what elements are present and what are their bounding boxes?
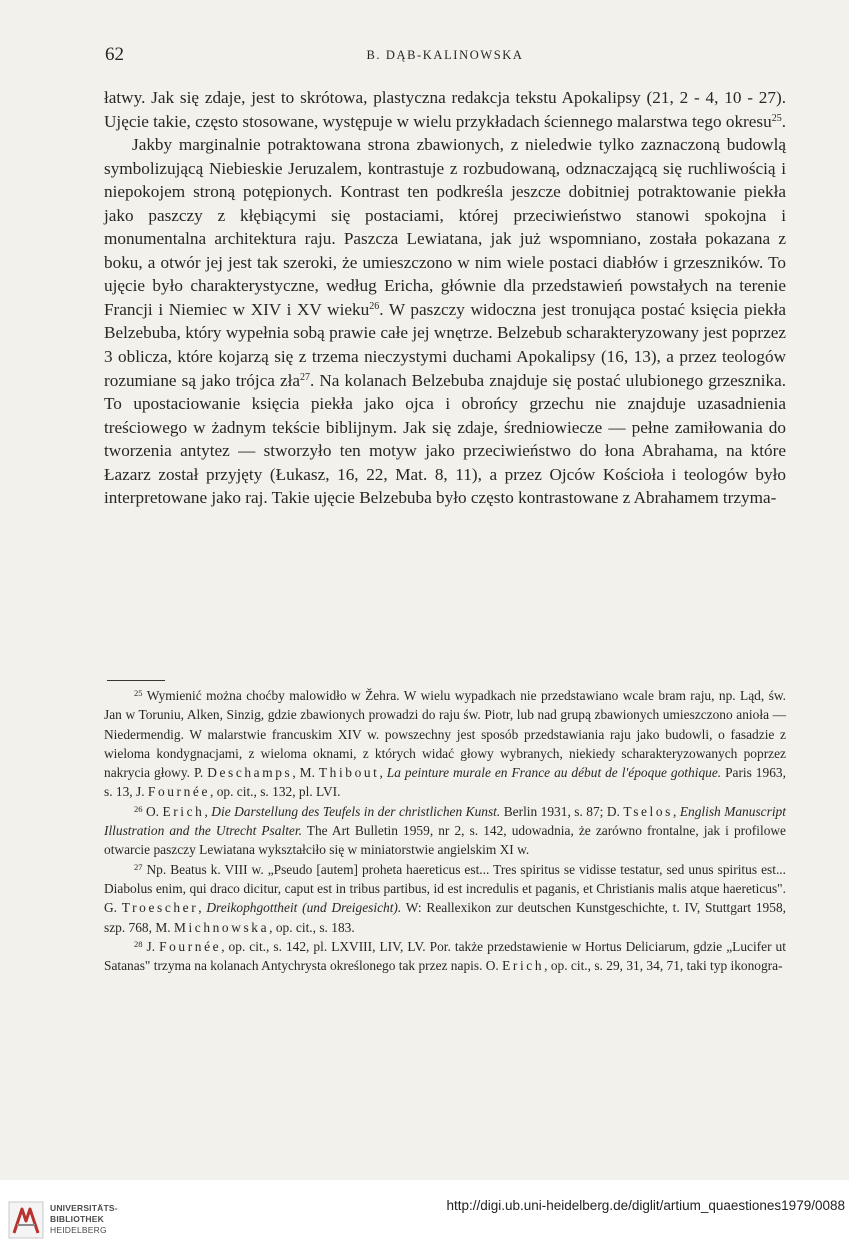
- paragraph-2: Jakby marginalnie potraktowana strona zbawionych, z nieledwie tylko zaznaczoną budowlą symbolizującą Niebieskie Jeruzalem, kontrastuje z rozbudowaną, odznaczającą się ruchliwością i niepokojem stroną potępionych. Kontrast ten podkreśla jeszcze dobitniej potraktowanie piekła jako paszczy z kłębiącymi się postaciami, której przeciwieństwo stanowi spokojna i monumentalna architektura raju. Paszcza Lewiatana, jak już wspomniano, została pokazana z boku, a otwór jej jest tak szeroki, że umieszczono w nim wiele postaci diabłów i grzeszników. To ujęcie było charakterystyczne, według Ericha, głównie dla przedstawień powstałych na terenie Francji i Niemiec w XIV i XV wieku$^{26}$. W paszczy widoczna jest tronująca postać księcia piekła Belzebuba, który wypełnia sobą prawie całe jej wnętrze. Belzebub scharakteryzowany jest poprzez 3 oblicza, które kojarzą się z trzema nieczystymi duchami Apokalipsy (16, 13), a przez teologów rozumiane są jako trójca zła$^{27}$. Na kolanach Belzebuba znajduje się postać ulubionego grzesznika. To upostaciowanie księcia piekła jako ojca i obrońcy grzechu nie znajduje uzasadnienia treściowego w żadnym tekście biblijnym. Jak się zdaje, średniowiecze — pełne zamiłowania do tworzenia antytez — stworzyło ten motyw jako przeciwieństwo do łona Abrahama, na które Łazarz został przyjęty (Łukasz, 16, 22, Mat. 8, 11), a przez Ojców Kościoła i teologów było interpretowane jako raj. Takie ujęcie Belzebuba było często kontrastowane z Abrahamem trzyma-: [104, 135, 787, 508]
- footnote-ref-25[interactable]: 25: [771, 112, 782, 124]
- footnote-ref-27[interactable]: 27: [299, 371, 310, 383]
- footnote-25: $^{25}$ Wymienić można choćby malowidło w Žehra. W wielu wypadkach nie przedstawiano wcale bram raju, np. Ląd, św. Jan w Toruniu, Alken, Sinzig, gdzie zbawionych prowadzi do raju św. Piotr, lub nad grupą zbawionych umieszczono anioła — Niedermendig. W malarstwie francuskim XIV w. powszechny jest sposób przedstawiania raju jako budowli, o fasadzie z wieloma kondygnacjami, z wieloma oknami, z których widać głowy wybranych, niekiedy scharakteryzowanych poprzez nakrycia głowy. P. Deschamps, M. Thibout, La peinture murale en France au début de l'époque gothique. Paris 1963, s. 13, J. Fournée, op. cit., s. 132, pl. LVI.: [104, 688, 786, 800]
- library-logo-icon: [8, 1201, 44, 1239]
- running-head: B. DĄB-KALINOWSKA: [366, 48, 524, 62]
- page-number: 62: [105, 44, 124, 65]
- footnote-27: $^{27}$ Np. Beatus k. VIII w. „Pseudo [autem] proheta haereticus est... Tres spiritus se vidisse testatur, sed unus spiritus est... Diabolus enim, qui draco dicitur, caput est in tribus partibus, id est incredulis et paganis, et Christianis malis atque haereticus". G. Troescher, Dreikophgottheit (und Dreigesicht). W: Reallexikon zur deutschen Kunstgeschichte, t. IV, Stuttgart 1958, szp. 768, M. Michnowska, op. cit., s. 183.: [104, 861, 786, 935]
- footnote-26: $^{26}$ O. Erich, Die Darstellung des Teufels in der christlichen Kunst. Berlin 1931, s. 87; D. Tselos, English Manuscript Illustration and the Utrecht Psalter. The Art Bulletin 1959, nr 2, s. 142, udowadnia, że zarówno frontalne, jak i profilowe otwarcie paszczy Lewiatana wykształciło się w miniatorstwie angielskim XI w.: [104, 803, 786, 858]
- library-logo[interactable]: [8, 1201, 136, 1241]
- source-url-link[interactable]: http://digi.ub.uni-heidelberg.de/diglit/artium_quaestiones1979/0088: [446, 1198, 845, 1213]
- footnotes: [104, 686, 786, 975]
- footer-bar: [0, 1180, 849, 1251]
- footnote-ref-26[interactable]: 26: [369, 300, 380, 312]
- footnote-rule: [107, 680, 165, 681]
- library-logo-text: UNIVERSITÄTS- BIBLIOTHEK HEIDELBERG: [50, 1203, 118, 1235]
- body-text: [104, 86, 786, 510]
- page-header: [105, 44, 785, 68]
- paragraph-1: łatwy. Jak się zdaje, jest to skrótowa, plastyczna redakcja tekstu Apokalipsy (21, 2 - 4, 10 - 27). Ujęcie takie, często stosowane, występuje w wielu przykładach ściennego malarstwa tego okresu$^{25}$.: [104, 88, 786, 131]
- footnote-28: $^{28}$ J. Fournée, op. cit., s. 142, pl. LXVIII, LIV, LV. Por. także przedstawienie w Hortus Deliciarum, gdzie „Lucifer ut Satanas" trzyma na kolanach Antychrysta określonego tak przez napis. O. Erich, op. cit., s. 29, 31, 34, 71, taki typ ikonogra-: [104, 938, 786, 974]
